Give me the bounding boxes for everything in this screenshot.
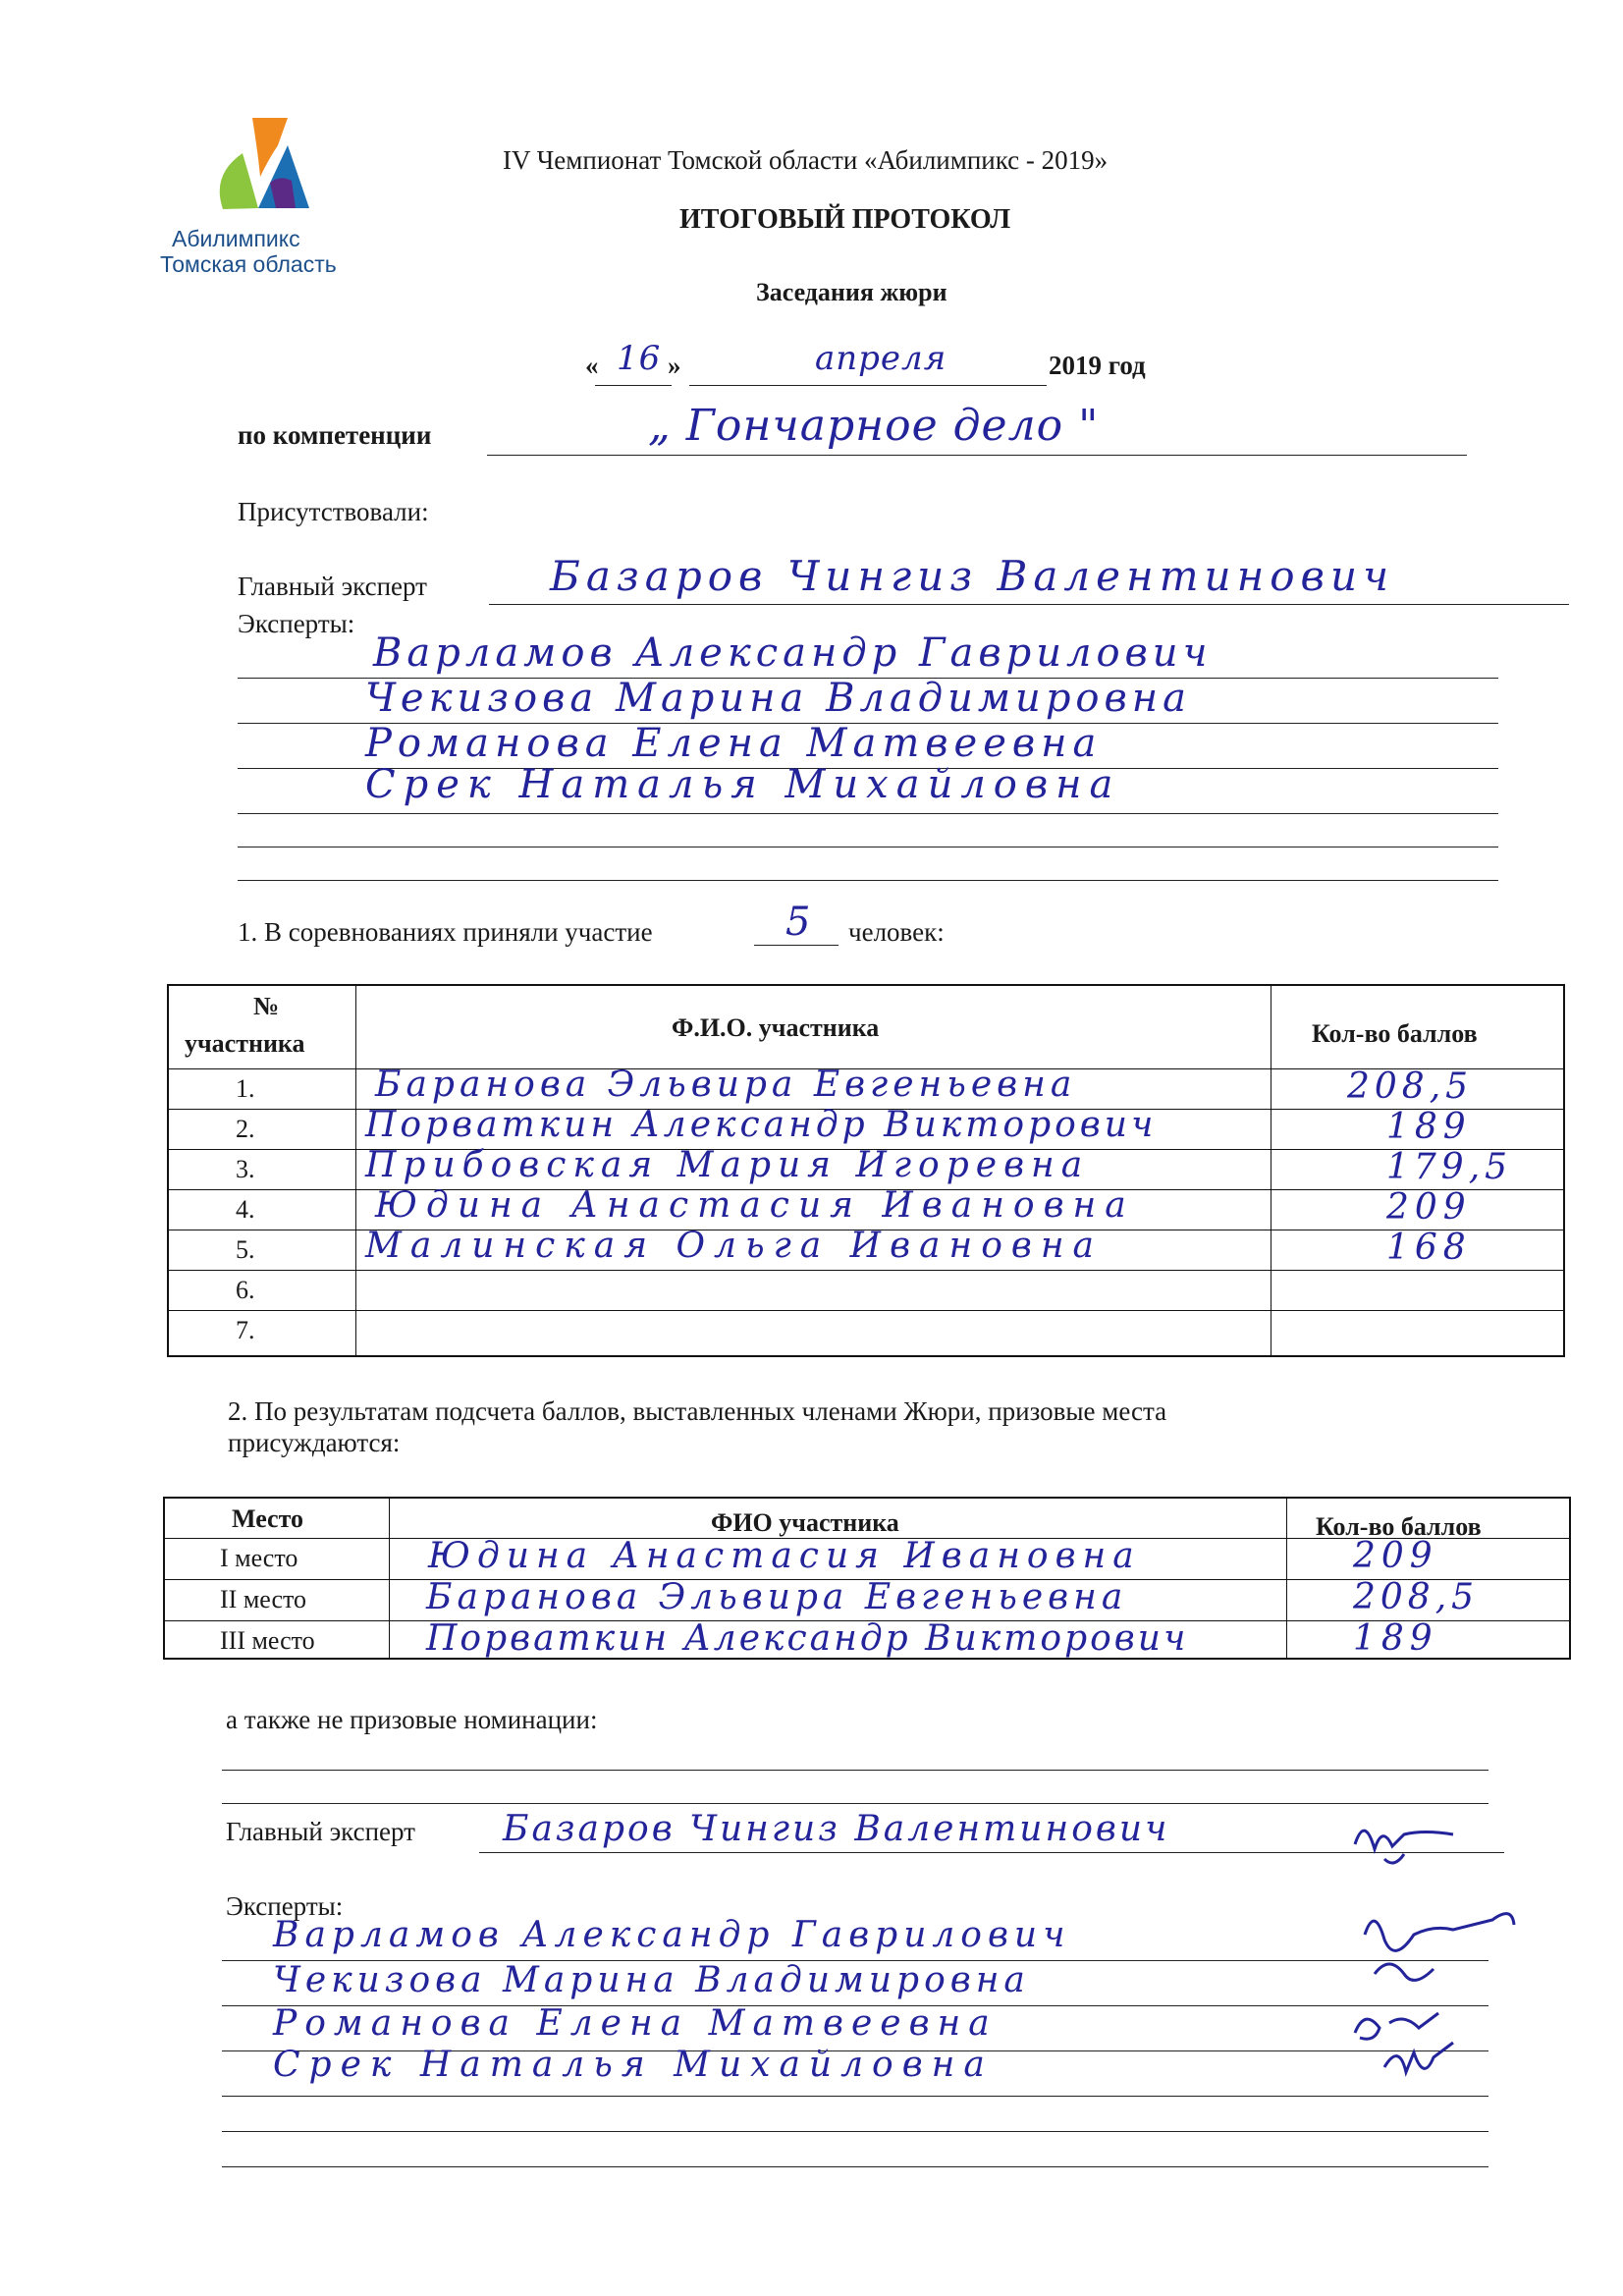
results-text-1: 2. По результатам подсчета баллов, выставленных членами Жюри, призовые места (228, 1396, 1167, 1426)
results-text-2: присуждаются: (228, 1428, 401, 1457)
t1-row4-score: 209 (1386, 1187, 1472, 1228)
date-month: апреля (815, 339, 947, 378)
t2-header-name: ФИО участника (711, 1508, 899, 1537)
t1-row4-name: Юдина Анастасия Ивановна (375, 1185, 1135, 1226)
sig-expert-name-2: Чекизова Марина Владимировна (273, 1960, 1030, 2000)
t1-row1-name: Баранова Эльвира Евгеньевна (375, 1065, 1077, 1105)
sig-expert-name-1: Варламов Александр Гаврилович (273, 1915, 1071, 1955)
t1-row2-score: 189 (1386, 1107, 1472, 1147)
t1-row7-num: 7. (236, 1316, 255, 1344)
logo-line1: Абилимпикс (172, 226, 300, 251)
t1-row1-num: 1. (236, 1074, 255, 1103)
sig-expert-name-4: Срек Наталья Михайловна (273, 2045, 994, 2085)
expert-signatures-icon (1345, 1895, 1542, 2092)
expert-name-3: Романова Елена Матвеевна (365, 721, 1103, 766)
t1-header-name: Ф.И.О. участника (672, 1013, 880, 1042)
expert-name-2: Чекизова Марина Владимировна (365, 676, 1191, 721)
championship-title: IV Чемпионат Томской области «Абилимпикс - 2019» (503, 145, 1109, 175)
sig-expert-name-3: Романова Елена Матвеевна (273, 2003, 998, 2044)
t1-row1-score: 208,5 (1347, 1066, 1474, 1107)
t2-row3-name: Порваткин Александр Викторович (426, 1618, 1189, 1659)
t2-row2-score: 208,5 (1353, 1577, 1480, 1617)
t1-row3-score: 179,5 (1386, 1147, 1513, 1187)
t2-row1-name: Юдина Анастасия Ивановна (428, 1536, 1141, 1576)
participation-suffix: человек: (848, 917, 945, 947)
t1-row6-num: 6. (236, 1276, 255, 1304)
competence-value: „ Гончарное дело " (648, 401, 1100, 451)
present-label: Присутствовали: (238, 497, 429, 526)
logo (152, 106, 378, 283)
logo-line2: Томская область (160, 251, 337, 277)
sig-experts-label: Эксперты: (226, 1891, 344, 1921)
date-close-quote: » (668, 351, 681, 380)
t1-row5-name: Малинская Ольга Ивановна (365, 1226, 1104, 1266)
date-year: 2019 год (1049, 351, 1146, 380)
date-day: 16 (617, 339, 662, 378)
t1-header-num-1: № (253, 992, 280, 1020)
chief-expert-label: Главный эксперт (238, 572, 427, 601)
experts-label: Эксперты: (238, 609, 355, 638)
t2-row3-place: III место (220, 1626, 315, 1655)
participation-count: 5 (785, 900, 812, 945)
t1-row5-num: 5. (236, 1235, 255, 1264)
t1-header-score: Кол-во баллов (1312, 1019, 1478, 1048)
t1-row2-name: Порваткин Александр Викторович (365, 1105, 1158, 1145)
t1-row4-num: 4. (236, 1195, 255, 1224)
protocol-subtitle: Заседания жюри (756, 278, 947, 306)
t2-row2-name: Баранова Эльвира Евгеньевна (426, 1577, 1128, 1617)
t2-row3-score: 189 (1353, 1618, 1438, 1659)
expert-name-4: Срек Наталья Михайловна (365, 762, 1121, 807)
sig-chief-label: Главный эксперт (226, 1817, 415, 1846)
date-open-quote: « (585, 351, 599, 380)
competence-label: по компетенции (238, 420, 432, 450)
t1-row2-num: 2. (236, 1115, 255, 1143)
t2-row1-place: I место (220, 1544, 298, 1572)
t2-row1-score: 209 (1353, 1536, 1438, 1576)
participants-table (167, 984, 1565, 1357)
winners-table (163, 1497, 1571, 1660)
t2-header-score: Кол-во баллов (1316, 1512, 1482, 1541)
nominations-label: а также не призовые номинации: (226, 1705, 598, 1734)
chief-signature-icon (1345, 1805, 1463, 1874)
t1-header-num-2: участника (185, 1029, 305, 1058)
protocol-title: ИТОГОВЫЙ ПРОТОКОЛ (679, 204, 1011, 235)
t2-row2-place: II место (220, 1585, 307, 1613)
chief-expert-name: Базаров Чингиз Валентинович (550, 552, 1395, 600)
participation-text: 1. В соревнованиях приняли участие (238, 917, 653, 947)
t1-row5-score: 168 (1386, 1228, 1472, 1268)
expert-name-1: Варламов Александр Гаврилович (373, 630, 1213, 676)
t1-row3-num: 3. (236, 1155, 255, 1183)
sig-chief-name: Базаров Чингиз Валентинович (503, 1809, 1170, 1849)
t2-header-place: Место (232, 1504, 304, 1533)
logo-emblem-icon (152, 106, 378, 224)
t1-row3-name: Прибовская Мария Игоревна (365, 1145, 1090, 1185)
